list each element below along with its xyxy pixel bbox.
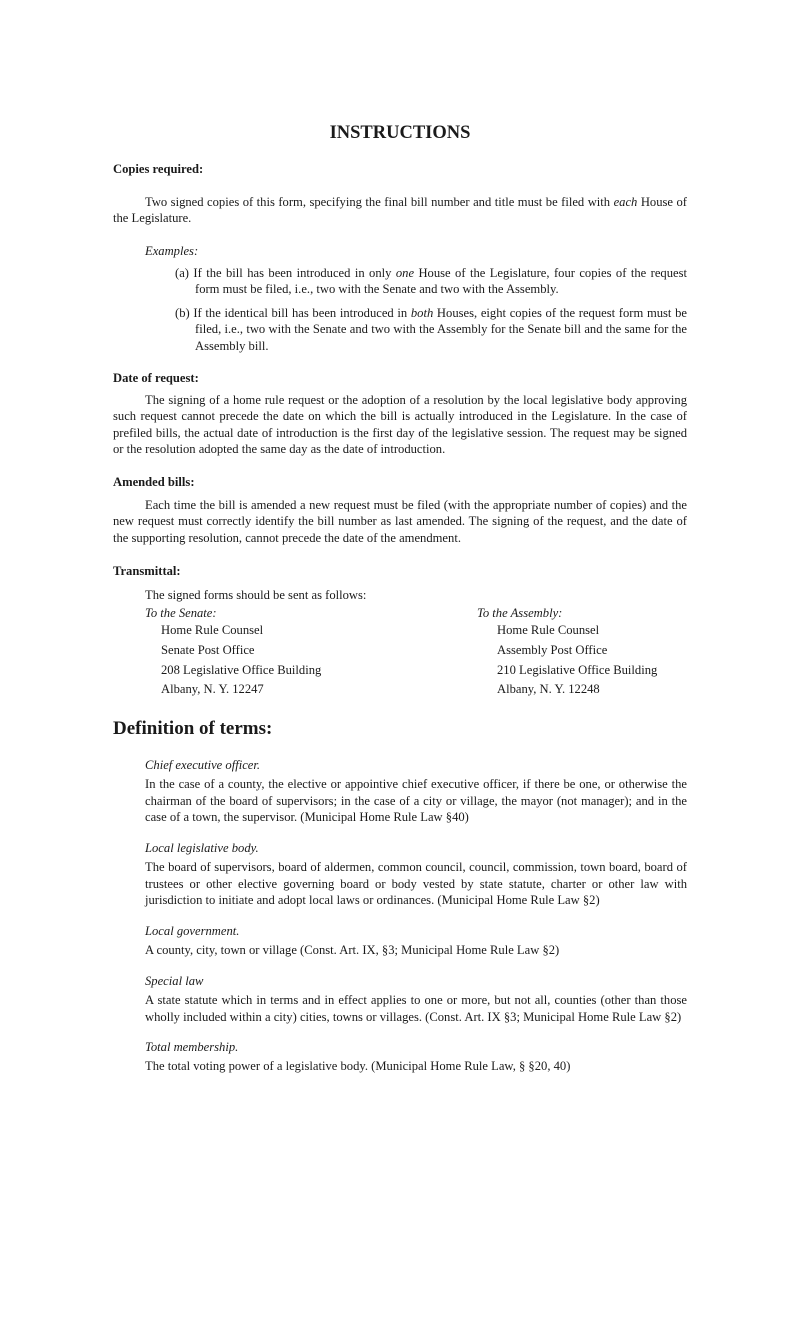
term-text: The board of supervisors, board of aldermen, common council, council, commission, town board, board of trustees or other elective governing board or body vested by state statute, charter or other law with jurisdiction to initiate and adopt local laws or ordinances. (Municipal Home Rule Law §2) (145, 860, 687, 908)
emphasis: one (395, 266, 415, 280)
text: House of the Legislature. (113, 195, 687, 226)
address-line: Home Rule Counsel (497, 623, 600, 637)
address-line: Albany, N. Y. 12248 (497, 682, 600, 697)
example-item-b (113, 305, 687, 354)
text: House of the Legislature, four copies of the request form must be filed, i.e., two with the Senate and two with the Assembly. (195, 266, 687, 297)
emphasis: both (410, 306, 434, 320)
transmittal-heading: Transmittal: (113, 564, 181, 578)
copies-paragraph (113, 194, 687, 227)
transmittal-addresses (113, 605, 687, 705)
assembly-address (477, 605, 657, 700)
term-title: Local government. (145, 924, 240, 938)
senate-label: To the Senate: (145, 606, 217, 620)
text: Houses, eight copies of the request form must be filed, i.e., two with the Senate and two with the Assembly for the Senate bill and the same for the Assembly bill. (195, 306, 687, 353)
page-title: INSTRUCTIONS (329, 123, 471, 143)
examples-label: Examples: (145, 244, 199, 258)
term-title: Chief executive officer. (145, 758, 261, 772)
text: If the identical bill has been introduced in (189, 306, 411, 320)
definitions-heading: Definition of terms: (113, 718, 273, 739)
emphasis: each (613, 195, 638, 209)
address-line: Senate Post Office (161, 642, 255, 657)
address-line: 210 Legislative Office Building (497, 662, 658, 677)
amended-bills-paragraph: Each time the bill is amended a new request must be filed (with the appropriate number of copies) and the new request must correctly identify the bill number as last amended. The signing of the request, and the date of the supporting resolution, cannot precede the date of the amendment. (113, 498, 687, 545)
assembly-label: To the Assembly: (477, 606, 563, 620)
text: If the bill has been introduced in only (188, 266, 396, 280)
item-marker: (a) (175, 266, 189, 280)
transmittal-intro: The signed forms should be sent as follows: (145, 588, 367, 602)
definition-term (113, 757, 687, 826)
term-text: In the case of a county, the elective or appointive chief executive officer, if there be one, or otherwise the chairman of the board of supervisors; in the case of a city or village, the mayor (not manager); and in the case of a town, the supervisor. (Municipal Home Rule Law §40) (145, 777, 687, 825)
definition-term (113, 923, 687, 959)
definition-term (113, 973, 687, 1025)
example-item-a (113, 265, 687, 298)
term-text: A state statute which in terms and in effect applies to one or more, but not all, counties (other than those wholly included within a city) cities, towns or villages. (Const. Art. IX §3; Municipal Home Rule Law §2) (145, 993, 687, 1024)
date-of-request-heading: Date of request: (113, 371, 199, 385)
address-line: Albany, N. Y. 12247 (161, 682, 264, 697)
term-text: The total voting power of a legislative body. (Municipal Home Rule Law, § §20, 40) (145, 1059, 571, 1074)
amended-bills-heading: Amended bills: (113, 475, 195, 489)
copies-heading: Copies required: (113, 162, 204, 176)
term-text: A county, city, town or village (Const. Art. IX, §3; Municipal Home Rule Law §2) (145, 943, 560, 958)
definition-term (113, 840, 687, 909)
address-line: Home Rule Counsel (161, 623, 264, 637)
address-line: Assembly Post Office (497, 642, 608, 657)
item-marker: (b) (175, 306, 190, 320)
address-line: 208 Legislative Office Building (161, 662, 322, 677)
text: Two signed copies of this form, specifying the final bill number and title must be filed with (145, 195, 614, 209)
date-of-request-paragraph: The signing of a home rule request or the adoption of a resolution by the local legislative body approving such request cannot precede the date on which the bill is actually introduced in the Legislature. In the case of prefiled bills, the actual date of introduction is the first day of the legislative session. The request may be signed or the resolution adopted the same day as the date of introduction. (113, 393, 687, 457)
term-title: Local legislative body. (145, 841, 259, 855)
senate-address (145, 605, 321, 700)
term-title: Total membership. (145, 1040, 239, 1054)
term-title: Special law (145, 974, 204, 988)
definition-term (113, 1039, 687, 1075)
